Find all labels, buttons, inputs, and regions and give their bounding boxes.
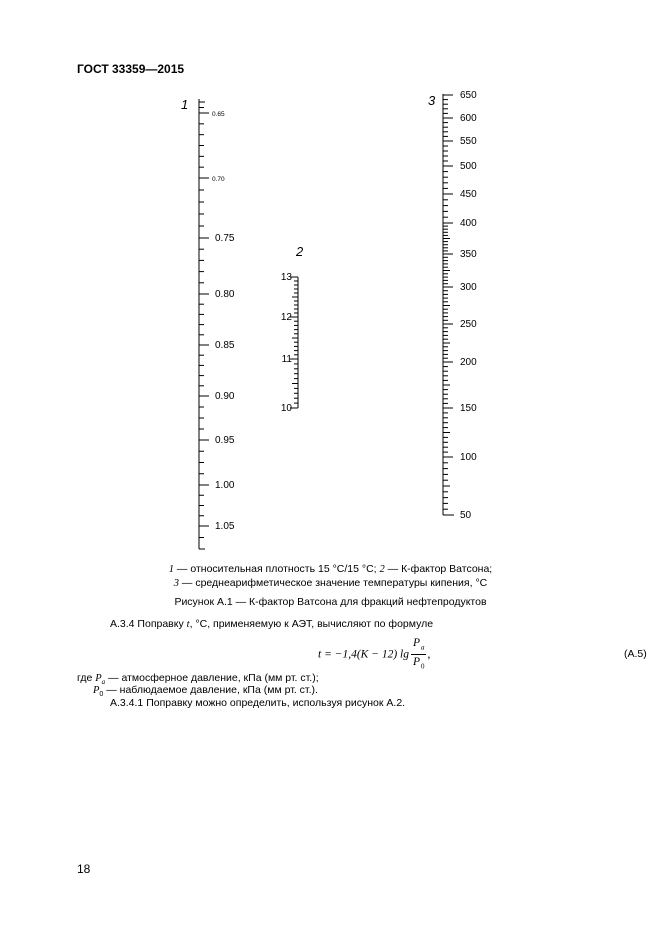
scale-1-number: 1 <box>181 97 189 112</box>
equation-number: (А.5) <box>624 648 647 660</box>
scale-1-label-0.80: 0.80 <box>215 289 235 300</box>
document-code: ГОСТ 33359—2015 <box>77 62 185 76</box>
scale-3-label-150: 150 <box>460 403 477 414</box>
nomogram-ticks <box>199 95 453 549</box>
page-number: 18 <box>77 862 91 876</box>
scale-3-label-200: 200 <box>460 357 477 368</box>
scale-3-label-600: 600 <box>460 113 477 124</box>
scale-1-label-0.65: 0.65 <box>212 111 225 118</box>
scale-3-label-350: 350 <box>460 249 477 260</box>
scale-3-number: 3 <box>428 93 436 108</box>
figure-legend-line-2: 3 — среднеарифметическое значение температуры кипения, °С <box>173 577 488 589</box>
scale-1-label-0.70: 0.70 <box>212 176 225 183</box>
paragraph-a-3-4: А.3.4 Поправку t, °С, применяемую к АЭТ, вычисляют по формуле <box>110 618 434 630</box>
scale-3-label-550: 550 <box>460 136 477 147</box>
paragraph-a-3-4-1: А.3.4.1 Поправку можно определить, используя рисунок А.2. <box>110 697 406 709</box>
scale-1-label-0.85: 0.85 <box>215 340 235 351</box>
scale-3-label-100: 100 <box>460 452 477 463</box>
where-pa: где $P_a$ — атмосферное давление, кПа (мм рт. ст.); <box>77 672 319 687</box>
scale-3-label-450: 450 <box>460 189 477 200</box>
scale-1-label-1.00: 1.00 <box>215 480 235 491</box>
scale-3-label-50: 50 <box>460 510 472 521</box>
scale-1-label-1.05: 1.05 <box>215 521 235 532</box>
scale-3-label-250: 250 <box>460 319 477 330</box>
scale-1-label-0.90: 0.90 <box>215 391 235 402</box>
formula-a-5: t = −1,4(K − 12) lg $\frac{P_a}{P_0}$ , <box>318 636 430 674</box>
scale-3-label-500: 500 <box>460 161 477 172</box>
pressure-ratio-fraction: $\frac{P_a}{P_0}$ <box>413 637 425 671</box>
scale-3-label-650: 650 <box>460 90 477 101</box>
where-p0: $P_0$ — наблюдаемое давление, кПа (мм рт. ст.). <box>93 684 318 699</box>
scale-2-label-11: 11 <box>281 354 292 365</box>
scale-3-label-400: 400 <box>460 218 477 229</box>
figure-legend-line-1: 1 — относительная плотность 15 °С/15 °С; 2 — К-фактор Ватсона; <box>168 563 493 575</box>
scale-2-label-13: 13 <box>280 272 292 283</box>
scale-2-label-10: 10 <box>280 403 292 414</box>
scale-1-label-0.95: 0.95 <box>215 435 235 446</box>
figure-caption: Рисунок А.1 — К-фактор Ватсона для фракций нефтепродуктов <box>174 596 487 608</box>
scale-2-label-12: 12 <box>280 312 292 323</box>
scale-2-number: 2 <box>296 244 304 259</box>
scale-1-label-0.75: 0.75 <box>215 233 235 244</box>
scale-3-label-300: 300 <box>460 282 477 293</box>
